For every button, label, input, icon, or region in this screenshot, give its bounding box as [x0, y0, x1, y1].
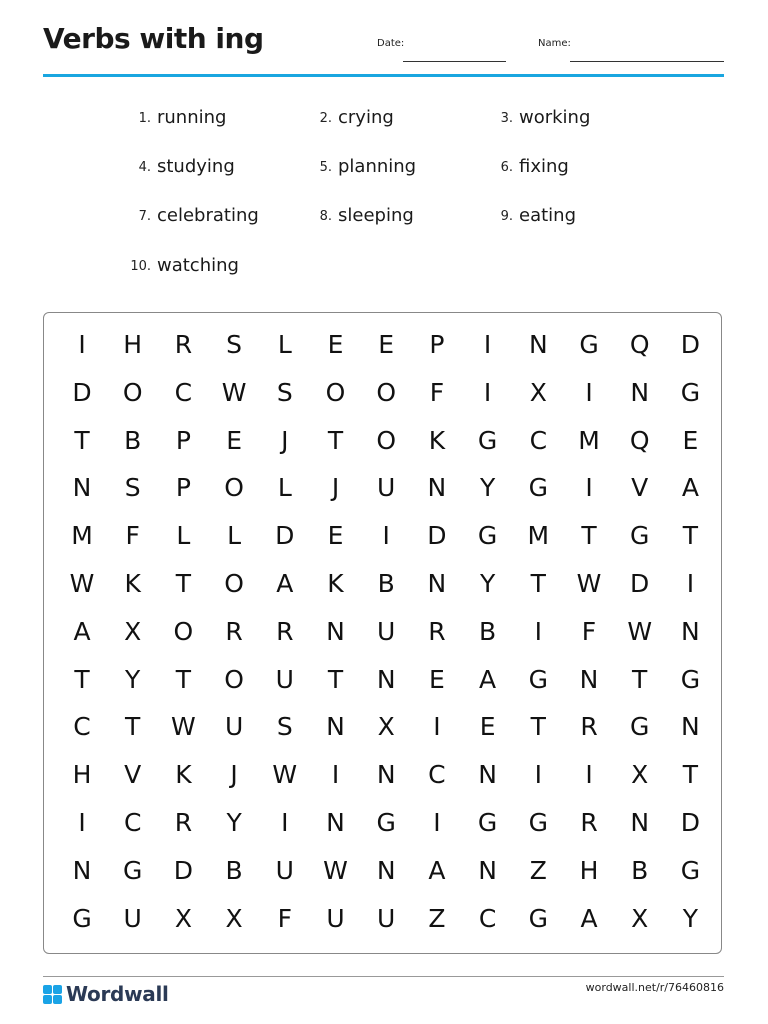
- grid-letter[interactable]: A: [479, 664, 497, 694]
- grid-letter[interactable]: N: [326, 808, 345, 837]
- grid-letter[interactable]: N: [630, 808, 650, 837]
- grid-letter[interactable]: C: [73, 712, 91, 742]
- grid-letter[interactable]: X: [631, 760, 649, 790]
- word-number: 8.: [319, 209, 332, 224]
- wordwall-logo[interactable]: [43, 982, 169, 1006]
- grid-letter[interactable]: C: [428, 760, 446, 790]
- grid-letter[interactable]: N: [326, 712, 345, 742]
- grid-letter[interactable]: N: [72, 855, 92, 885]
- grid-letter[interactable]: W: [221, 377, 247, 407]
- grid-letter[interactable]: G: [528, 903, 548, 933]
- word-list-item: [138, 107, 227, 131]
- grid-letter[interactable]: S: [276, 377, 293, 407]
- word-list-item: [130, 255, 239, 279]
- grid-letter[interactable]: T: [175, 664, 192, 694]
- grid-letter[interactable]: U: [377, 903, 396, 933]
- grid-letter[interactable]: G: [630, 712, 650, 742]
- grid-letter[interactable]: K: [175, 760, 192, 790]
- grid-letter[interactable]: G: [630, 521, 650, 551]
- worksheet-title: Verbs with ing: [43, 22, 264, 55]
- grid-letter[interactable]: A: [580, 903, 598, 933]
- grid-letter[interactable]: I: [534, 616, 542, 646]
- grid-letter[interactable]: I: [483, 330, 492, 359]
- grid-letter[interactable]: C: [174, 377, 193, 407]
- grid-letter[interactable]: F: [277, 903, 292, 933]
- grid-letter[interactable]: D: [680, 808, 701, 837]
- footer-rule: [43, 976, 724, 977]
- grid-letter[interactable]: D: [680, 330, 701, 359]
- grid-letter[interactable]: Y: [479, 569, 496, 598]
- grid-letter[interactable]: O: [224, 569, 244, 598]
- grid-letter[interactable]: T: [327, 664, 344, 694]
- grid-letter[interactable]: G: [680, 855, 701, 885]
- grid-letter[interactable]: N: [579, 664, 599, 694]
- word-text: fixing: [519, 156, 569, 177]
- word-number: 7.: [138, 209, 151, 224]
- grid-letter[interactable]: U: [275, 855, 294, 885]
- word-list-item: [138, 156, 235, 180]
- grid-letter[interactable]: I: [331, 760, 340, 790]
- grid-letter[interactable]: P: [429, 330, 445, 359]
- grid-letter[interactable]: T: [682, 760, 699, 790]
- word-text: planning: [338, 156, 417, 177]
- grid-letter[interactable]: G: [477, 521, 498, 551]
- grid-letter[interactable]: D: [173, 855, 194, 885]
- grid-letter[interactable]: M: [578, 425, 600, 455]
- grid-letter[interactable]: W: [323, 855, 348, 885]
- grid-letter[interactable]: S: [276, 712, 293, 742]
- grid-letter[interactable]: X: [225, 903, 243, 933]
- word-number: 5.: [319, 160, 332, 175]
- grid-letter[interactable]: X: [631, 903, 649, 933]
- grid-letter[interactable]: I: [585, 760, 593, 790]
- word-text: working: [519, 107, 591, 128]
- grid-letter[interactable]: X: [124, 616, 142, 646]
- grid-letter[interactable]: I: [433, 808, 441, 837]
- grid-letter[interactable]: U: [275, 664, 294, 694]
- word-text: eating: [519, 205, 576, 226]
- word-text: studying: [157, 156, 235, 177]
- grid-letter[interactable]: O: [173, 616, 194, 646]
- grid-letter[interactable]: R: [276, 616, 294, 646]
- grid-letter[interactable]: F: [429, 377, 445, 407]
- word-list-item: [500, 156, 569, 180]
- word-list-item: [138, 205, 259, 229]
- grid-letter[interactable]: R: [225, 616, 243, 646]
- grid-letter[interactable]: W: [627, 616, 653, 646]
- grid-letter[interactable]: E: [428, 664, 445, 694]
- grid-letter[interactable]: C: [529, 425, 548, 455]
- grid-letter[interactable]: T: [632, 664, 648, 694]
- word-text: running: [157, 107, 227, 128]
- word-number: 6.: [500, 160, 513, 175]
- grid-letter[interactable]: E: [226, 425, 242, 455]
- grid-letter[interactable]: G: [477, 808, 498, 837]
- grid-letter[interactable]: I: [585, 377, 593, 407]
- grid-letter[interactable]: W: [69, 569, 95, 598]
- grid-letter[interactable]: R: [174, 330, 193, 359]
- grid-letter[interactable]: T: [530, 569, 546, 598]
- grid-letter[interactable]: T: [175, 569, 192, 598]
- grid-letter[interactable]: G: [680, 664, 701, 694]
- grid-letter[interactable]: T: [581, 521, 597, 551]
- grid-letter[interactable]: G: [528, 664, 548, 694]
- grid-letter[interactable]: I: [686, 569, 695, 598]
- header-rule: [43, 74, 724, 77]
- grid-letter[interactable]: R: [174, 808, 193, 837]
- grid-letter[interactable]: W: [171, 712, 196, 742]
- word-text: celebrating: [157, 205, 259, 226]
- grid-letter[interactable]: E: [378, 330, 395, 359]
- grid-letter[interactable]: B: [479, 616, 497, 646]
- word-text: sleeping: [338, 205, 414, 226]
- grid-letter[interactable]: K: [428, 425, 446, 455]
- grid-letter[interactable]: T: [682, 521, 699, 551]
- word-number: 3.: [500, 111, 513, 126]
- grid-letter[interactable]: H: [579, 855, 599, 885]
- grid-letter[interactable]: G: [72, 903, 92, 933]
- grid-letter[interactable]: O: [122, 377, 143, 407]
- grid-letter[interactable]: Q: [629, 425, 650, 455]
- grid-letter[interactable]: K: [327, 569, 344, 598]
- grid-letter[interactable]: I: [483, 377, 492, 407]
- grid-letter[interactable]: P: [175, 473, 191, 503]
- grid-letter[interactable]: C: [123, 808, 142, 837]
- grid-letter[interactable]: L: [277, 330, 292, 359]
- date-line: [403, 61, 506, 62]
- grid-letter[interactable]: O: [224, 473, 244, 503]
- grid-letter[interactable]: N: [681, 712, 700, 742]
- grid-letter[interactable]: D: [72, 377, 92, 407]
- grid-letter[interactable]: N: [427, 569, 447, 598]
- grid-letter[interactable]: A: [73, 616, 91, 646]
- grid-letter[interactable]: D: [275, 521, 295, 551]
- grid-letter[interactable]: G: [579, 330, 599, 359]
- grid-letter[interactable]: T: [125, 712, 141, 742]
- grid-letter[interactable]: I: [281, 808, 289, 837]
- grid-letter[interactable]: W: [272, 760, 298, 790]
- grid-letter[interactable]: O: [325, 377, 346, 407]
- grid-letter[interactable]: I: [433, 712, 441, 742]
- grid-letter[interactable]: O: [224, 664, 244, 694]
- grid-letter[interactable]: O: [376, 377, 397, 407]
- grid-letter[interactable]: T: [530, 712, 546, 742]
- date-label: Date:: [377, 38, 405, 49]
- word-number: 9.: [500, 209, 513, 224]
- grid-letter[interactable]: F: [581, 616, 597, 646]
- grid-letter[interactable]: G: [376, 808, 396, 837]
- grid-letter[interactable]: G: [477, 425, 498, 455]
- grid-letter[interactable]: J: [230, 760, 238, 790]
- grid-letter[interactable]: X: [174, 903, 192, 933]
- grid-letter[interactable]: T: [74, 425, 90, 455]
- grid-letter[interactable]: Z: [529, 855, 547, 885]
- grid-letter[interactable]: V: [124, 760, 142, 790]
- grid-letter[interactable]: I: [78, 808, 86, 837]
- grid-letter[interactable]: Y: [125, 664, 141, 694]
- grid-letter[interactable]: N: [478, 855, 497, 885]
- grid-letter[interactable]: T: [327, 425, 344, 455]
- grid-letter[interactable]: T: [74, 664, 90, 694]
- grid-letter[interactable]: N: [478, 760, 497, 790]
- word-number: 4.: [138, 160, 151, 175]
- grid-letter[interactable]: G: [528, 473, 548, 503]
- grid-letter[interactable]: P: [175, 425, 191, 455]
- grid-letter[interactable]: A: [428, 855, 446, 885]
- wordwall-logo-icon: [43, 985, 62, 1004]
- grid-letter[interactable]: Y: [479, 473, 496, 503]
- grid-letter[interactable]: M: [527, 521, 550, 551]
- grid-letter[interactable]: A: [681, 473, 699, 503]
- grid-letter[interactable]: Y: [682, 903, 699, 933]
- grid-letter[interactable]: U: [123, 903, 142, 933]
- grid-letter[interactable]: M: [71, 521, 93, 551]
- word-list-item: [500, 107, 591, 131]
- grid-letter[interactable]: N: [528, 330, 548, 359]
- name-line: [570, 61, 724, 62]
- grid-letter[interactable]: V: [631, 473, 649, 503]
- grid-letter[interactable]: G: [528, 808, 548, 837]
- grid-letter[interactable]: N: [376, 664, 396, 694]
- grid-letter[interactable]: S: [226, 330, 243, 359]
- grid-letter[interactable]: G: [123, 855, 143, 885]
- grid-letter[interactable]: B: [631, 855, 649, 885]
- grid-letter[interactable]: D: [630, 569, 650, 598]
- word-list-item: [319, 156, 417, 180]
- grid-letter[interactable]: W: [576, 569, 602, 598]
- grid-letter[interactable]: J: [281, 425, 289, 455]
- grid-letter[interactable]: X: [377, 712, 395, 742]
- grid-letter[interactable]: B: [377, 569, 395, 598]
- grid-letter[interactable]: Z: [428, 903, 446, 933]
- grid-letter[interactable]: I: [78, 330, 86, 359]
- grid-letter[interactable]: O: [376, 425, 397, 455]
- grid-letter[interactable]: R: [580, 808, 598, 837]
- grid-letter[interactable]: N: [630, 377, 650, 407]
- grid-letter[interactable]: L: [277, 473, 292, 503]
- grid-letter[interactable]: F: [125, 521, 140, 551]
- grid-letter[interactable]: I: [382, 521, 390, 551]
- grid-letter[interactable]: E: [479, 712, 496, 742]
- grid-letter[interactable]: C: [478, 903, 497, 933]
- grid-letter[interactable]: N: [326, 616, 345, 646]
- grid-letter[interactable]: Q: [629, 330, 650, 359]
- grid-letter[interactable]: J: [331, 473, 340, 503]
- grid-letter[interactable]: I: [534, 760, 542, 790]
- word-text: watching: [157, 255, 239, 276]
- grid-letter[interactable]: U: [377, 616, 396, 646]
- grid-letter[interactable]: S: [124, 473, 141, 503]
- wordwall-logo-text: Wordwall: [66, 982, 169, 1006]
- word-list-item: [500, 205, 576, 229]
- word-search-grid: [43, 312, 722, 954]
- word-number: 10.: [130, 259, 151, 274]
- grid-letter[interactable]: E: [327, 330, 344, 359]
- grid-letter[interactable]: K: [124, 569, 141, 598]
- grid-letter[interactable]: G: [680, 377, 701, 407]
- grid-letter[interactable]: A: [276, 569, 294, 598]
- grid-letter[interactable]: Y: [226, 808, 242, 837]
- grid-letter[interactable]: N: [376, 855, 396, 885]
- grid-letter[interactable]: B: [225, 855, 243, 885]
- grid-letter[interactable]: R: [428, 616, 446, 646]
- grid-letter[interactable]: U: [377, 473, 396, 503]
- grid-letter[interactable]: E: [682, 425, 699, 455]
- grid-letter[interactable]: H: [72, 760, 92, 790]
- grid-letter[interactable]: L: [227, 521, 242, 551]
- grid-letter[interactable]: U: [326, 903, 345, 933]
- grid-letter[interactable]: E: [327, 521, 344, 551]
- grid-letter[interactable]: D: [427, 521, 447, 551]
- grid-letter[interactable]: N: [376, 760, 396, 790]
- grid-letter[interactable]: N: [427, 473, 447, 503]
- name-label: Name:: [538, 38, 571, 49]
- grid-letter[interactable]: N: [681, 616, 700, 646]
- grid-letter[interactable]: L: [176, 521, 191, 551]
- grid-letter[interactable]: H: [123, 330, 143, 359]
- grid-letter[interactable]: U: [224, 712, 244, 742]
- grid-letter[interactable]: R: [580, 712, 598, 742]
- word-number: 2.: [319, 111, 332, 126]
- word-list-item: [319, 107, 394, 131]
- grid-letter[interactable]: X: [529, 377, 547, 407]
- grid-letter[interactable]: N: [72, 473, 92, 503]
- grid-letter[interactable]: I: [585, 473, 593, 503]
- word-list-item: [319, 205, 414, 229]
- footer-url[interactable]: wordwall.net/r/76460816: [585, 981, 724, 994]
- grid-letter[interactable]: B: [124, 425, 142, 455]
- word-number: 1.: [138, 111, 151, 126]
- word-text: crying: [338, 107, 394, 128]
